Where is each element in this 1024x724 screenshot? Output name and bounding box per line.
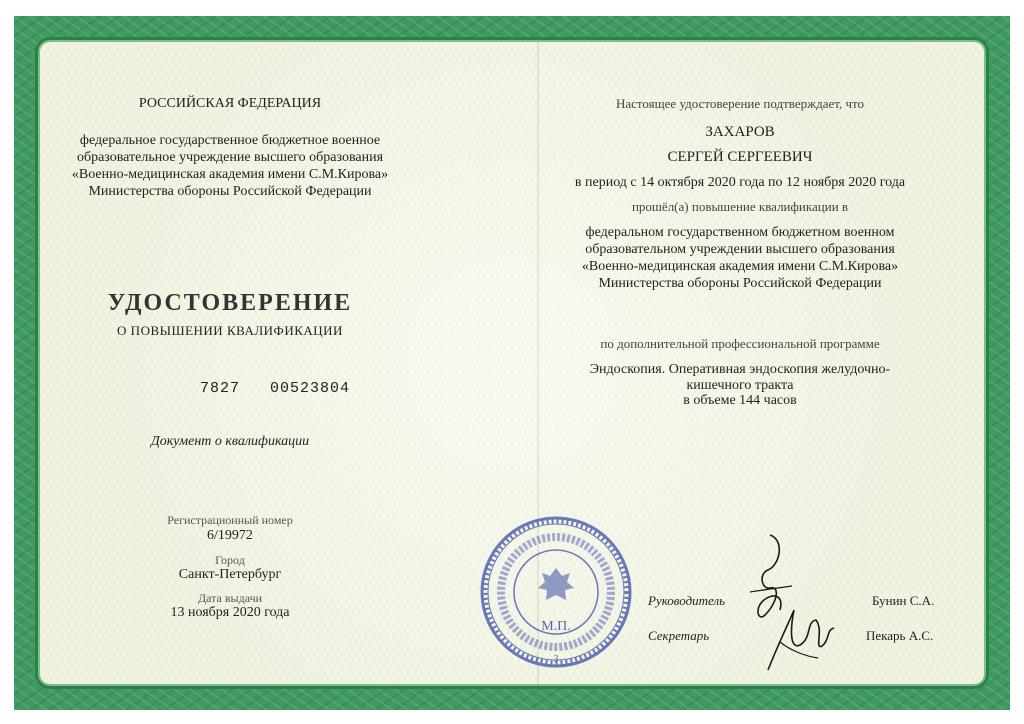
intro-text: Настоящее удостоверение подтверждает, что xyxy=(615,96,864,111)
program-intro: по дополнительной профессиональной программе xyxy=(600,336,880,351)
reg-number-label: Регистрационный номер xyxy=(167,513,293,527)
issuer-line-1: федеральное государственное бюджетное военное xyxy=(79,133,381,148)
secretary-label: Секретарь xyxy=(648,628,710,643)
training-org-line-2: образовательном учреждении высшего образования xyxy=(585,242,895,257)
document-subtitle: О ПОВЫШЕНИИ КВАЛИФИКАЦИИ xyxy=(117,323,343,338)
city-value: Санкт-Петербург xyxy=(178,567,282,582)
document-number: 00523804 xyxy=(269,380,350,397)
secretary-name: Пекарь А.С. xyxy=(866,628,934,643)
issuer-line-3: «Военно-медицинская академия имени С.М.Кирова» xyxy=(71,167,389,182)
recipient-name: СЕРГЕЙ СЕРГЕЕВИЧ xyxy=(667,149,813,165)
secretary-signature xyxy=(760,600,840,680)
issuer-line-2: образовательное учреждение высшего образования xyxy=(76,150,384,165)
issue-date-label: Дата выдачи xyxy=(197,591,263,605)
passed-text: прошёл(а) повышение квалификации в xyxy=(631,199,849,214)
head-label: Руководитель xyxy=(648,593,726,608)
official-stamp xyxy=(476,512,636,672)
document-series: 7827 xyxy=(199,380,240,397)
issue-date-value: 13 ноября 2020 года xyxy=(170,605,290,620)
stamp-mark: М.П. xyxy=(541,619,571,634)
training-org-line-3: «Военно-медицинская академия имени С.М.Кирова» xyxy=(581,259,899,274)
program-line-3: в объеме 144 часов xyxy=(683,393,797,408)
issuer-line-4: Министерства обороны Российской Федерации xyxy=(88,184,372,199)
document-title: УДОСТОВЕРЕНИЕ xyxy=(107,290,353,316)
training-org-line-4: Министерства обороны Российской Федерации xyxy=(598,276,882,291)
recipient-surname: ЗАХАРОВ xyxy=(705,124,775,140)
reg-number-value: 6/19972 xyxy=(207,528,253,543)
program-line-1: Эндоскопия. Оперативная эндоскопия желудочно- xyxy=(589,362,891,377)
country-heading: РОССИЙСКАЯ ФЕДЕРАЦИЯ xyxy=(138,96,322,111)
head-name: Бунин С.А. xyxy=(872,593,935,608)
city-label: Город xyxy=(215,553,245,567)
stamp-number: 3 xyxy=(553,654,559,665)
training-org-line-1: федеральном государственном бюджетном военном xyxy=(585,225,895,240)
training-period: в период с 14 октября 2020 года по 12 ноября 2020 года xyxy=(574,175,906,190)
document-type: Документ о квалификации xyxy=(150,434,310,449)
program-line-2: кишечного тракта xyxy=(686,378,794,393)
